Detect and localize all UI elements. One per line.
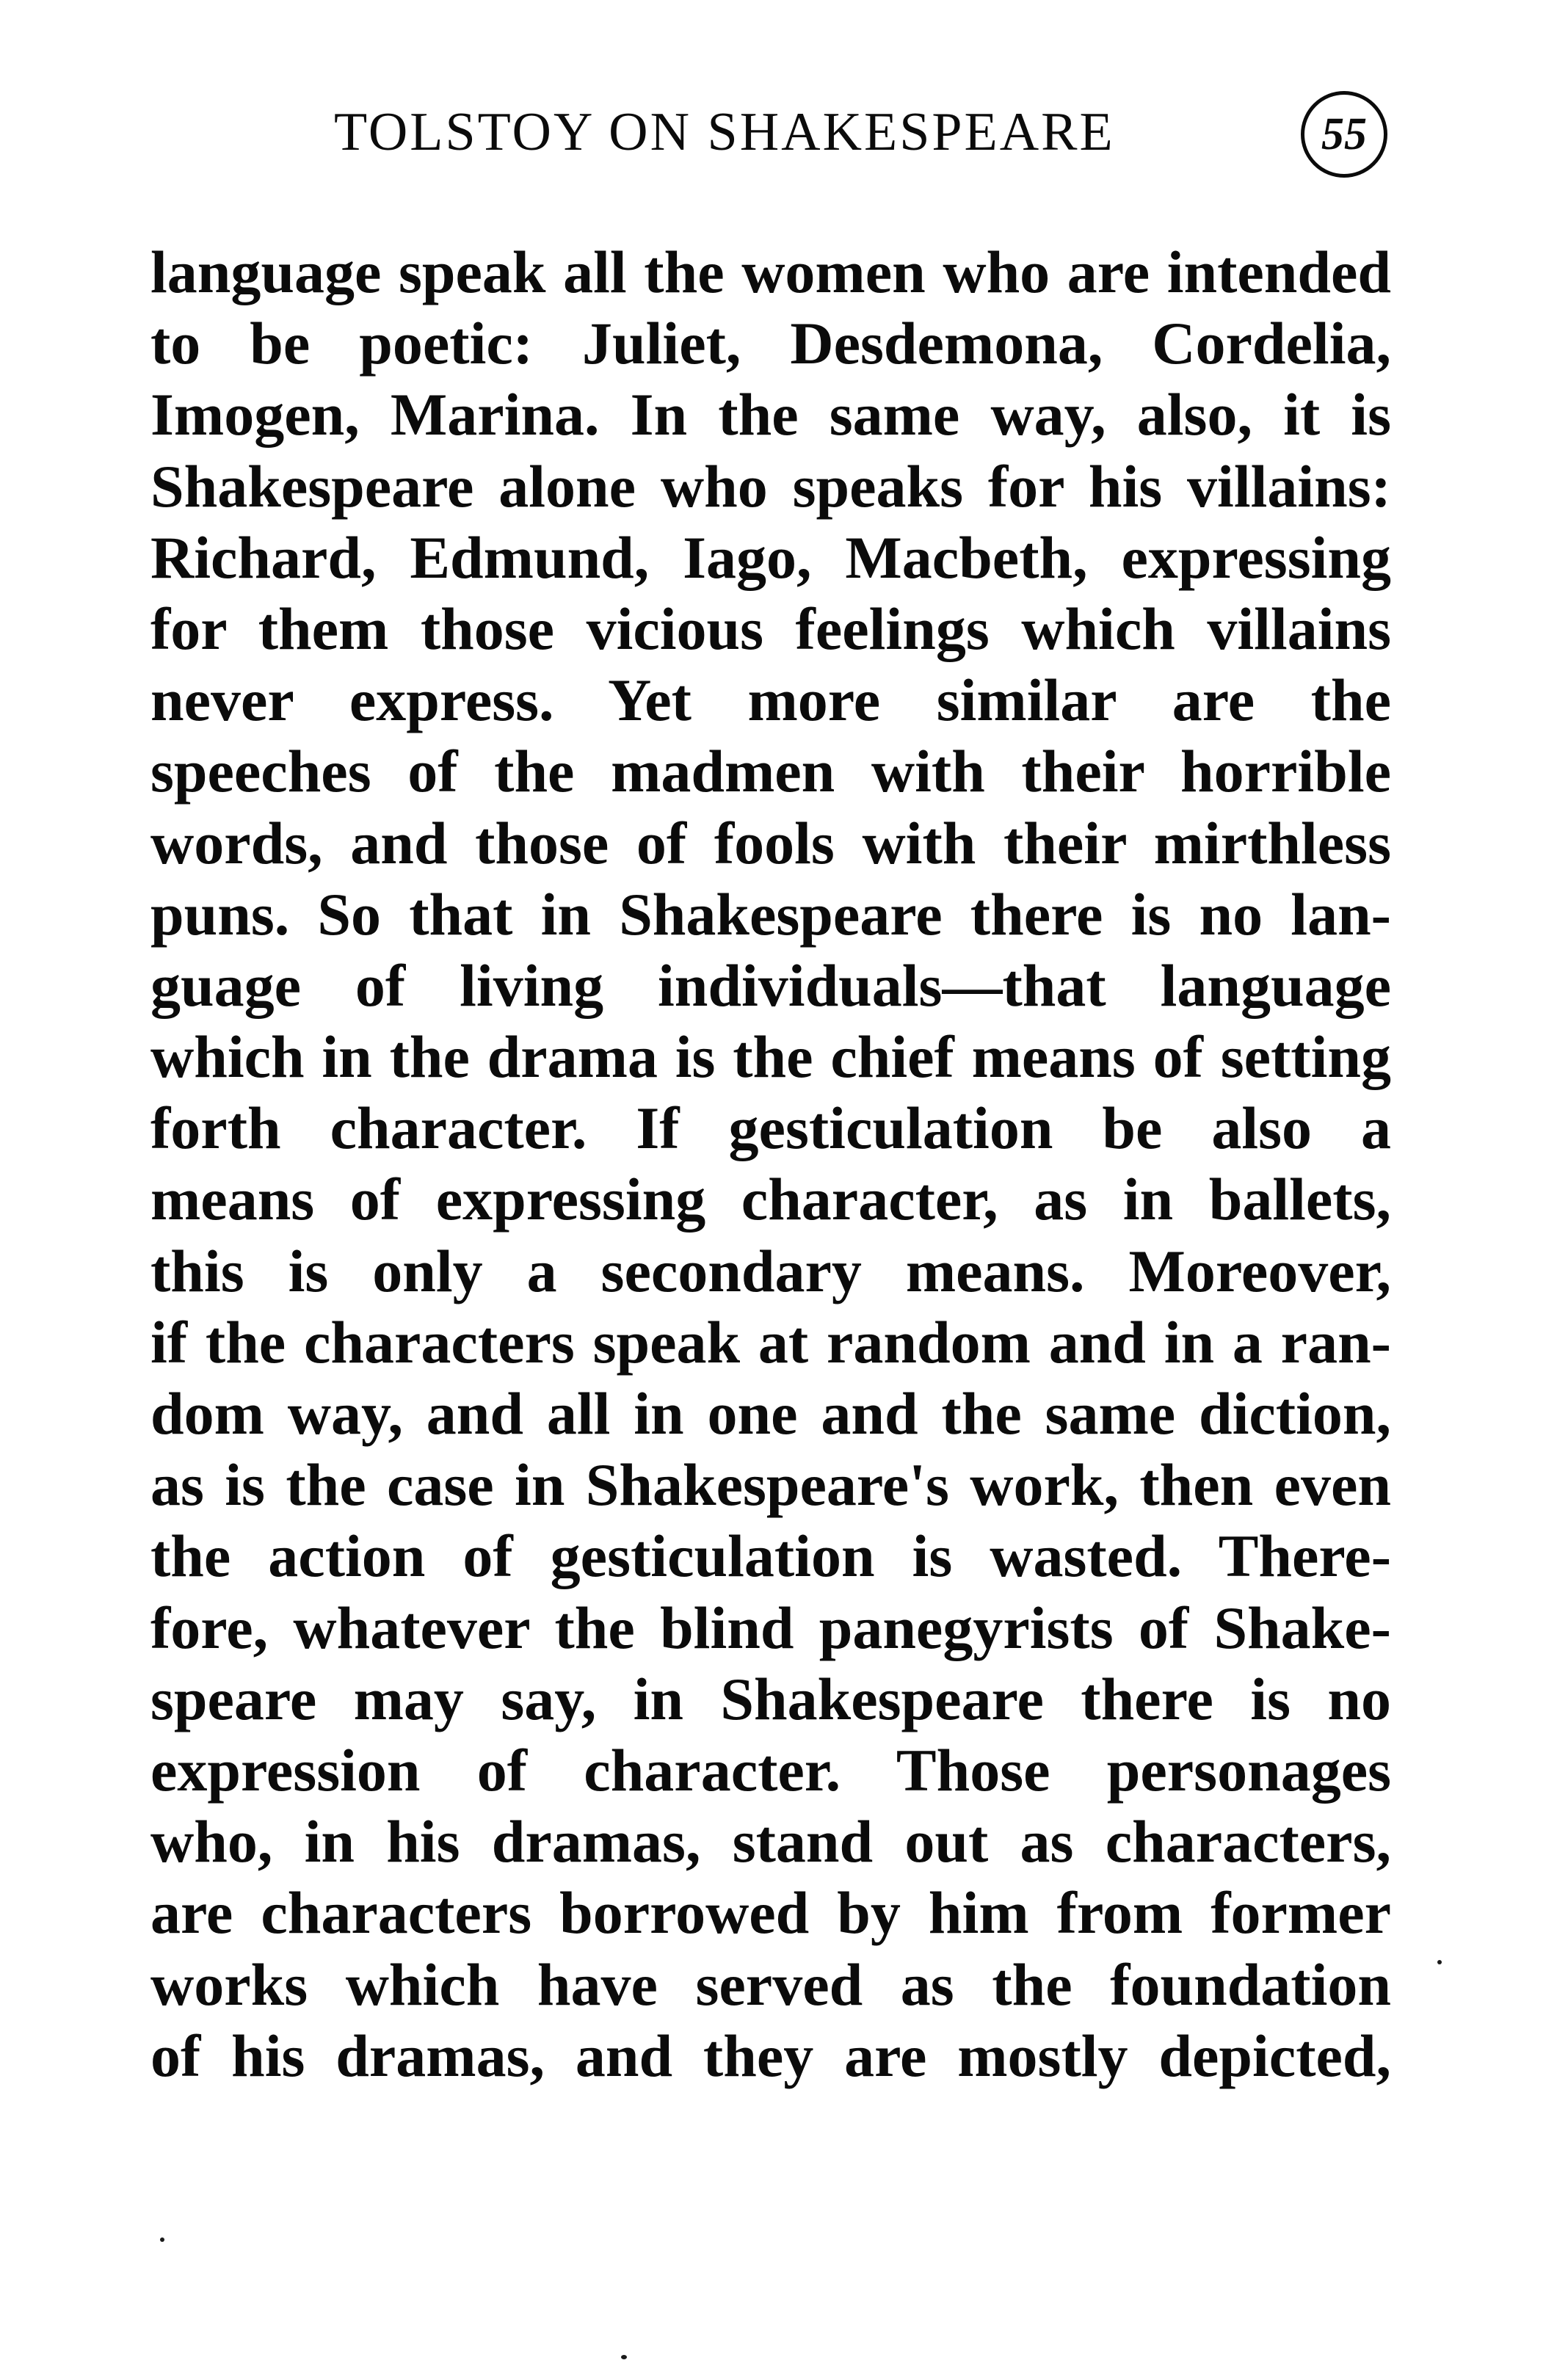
text-line: who, in his dramas, stand out as characters,	[150, 1808, 1391, 1876]
text-line: Imogen, Marina. In the same way, also, it is	[150, 381, 1391, 449]
page-number: 55	[1301, 91, 1387, 178]
text-line: Shakespeare alone who speaks for his villains:	[150, 452, 1391, 520]
text-line: puns. So that in Shakespeare there is no lan-	[150, 880, 1391, 948]
text-line: forth character. If gesticulation be also a	[150, 1095, 1391, 1162]
text-line: guage of living individuals—that language	[150, 951, 1391, 1019]
text-line: dom way, and all in one and the same diction,	[150, 1380, 1391, 1447]
text-line: for them those vicious feelings which villains	[150, 595, 1391, 662]
scan-speck	[1437, 1960, 1442, 1964]
text-line: language speak all the women who are intended	[150, 239, 1391, 305]
text-line: this is only a secondary means. Moreover,	[150, 1237, 1391, 1304]
text-line: never express. Yet more similar are the	[150, 667, 1391, 734]
text-line: speeches of the madmen with their horrible	[150, 738, 1391, 805]
running-head-title: TOLSTOY ON SHAKESPEARE	[334, 102, 1115, 162]
scan-speck	[621, 2355, 627, 2359]
text-line: works which have served as the foundation	[150, 1950, 1391, 2018]
text-line: to be poetic: Juliet, Desdemona, Cordelia,	[150, 310, 1391, 377]
text-line: expression of character. Those personages	[150, 1736, 1391, 1804]
body-text	[150, 236, 1391, 2091]
text-line: means of expressing character, as in ballets,	[150, 1166, 1391, 1233]
text-line: which in the drama is the chief means of setting	[150, 1023, 1391, 1091]
text-line: if the characters speak at random and in a ran-	[150, 1308, 1391, 1376]
text-line: as is the case in Shakespeare's work, then even	[150, 1451, 1391, 1519]
text-line: of his dramas, and they are mostly depicted,	[150, 2022, 1391, 2089]
text-line: speare may say, in Shakespeare there is no	[150, 1665, 1391, 1732]
text-line: are characters borrowed by him from former	[150, 1879, 1391, 1947]
scan-speck	[160, 2237, 164, 2242]
text-line: words, and those of fools with their mirthless	[150, 809, 1391, 876]
text-line: Richard, Edmund, Iago, Macbeth, expressing	[150, 523, 1391, 591]
text-line: fore, whatever the blind panegyrists of Shake-	[150, 1594, 1391, 1661]
text-line: the action of gesticulation is wasted. There-	[150, 1522, 1391, 1590]
